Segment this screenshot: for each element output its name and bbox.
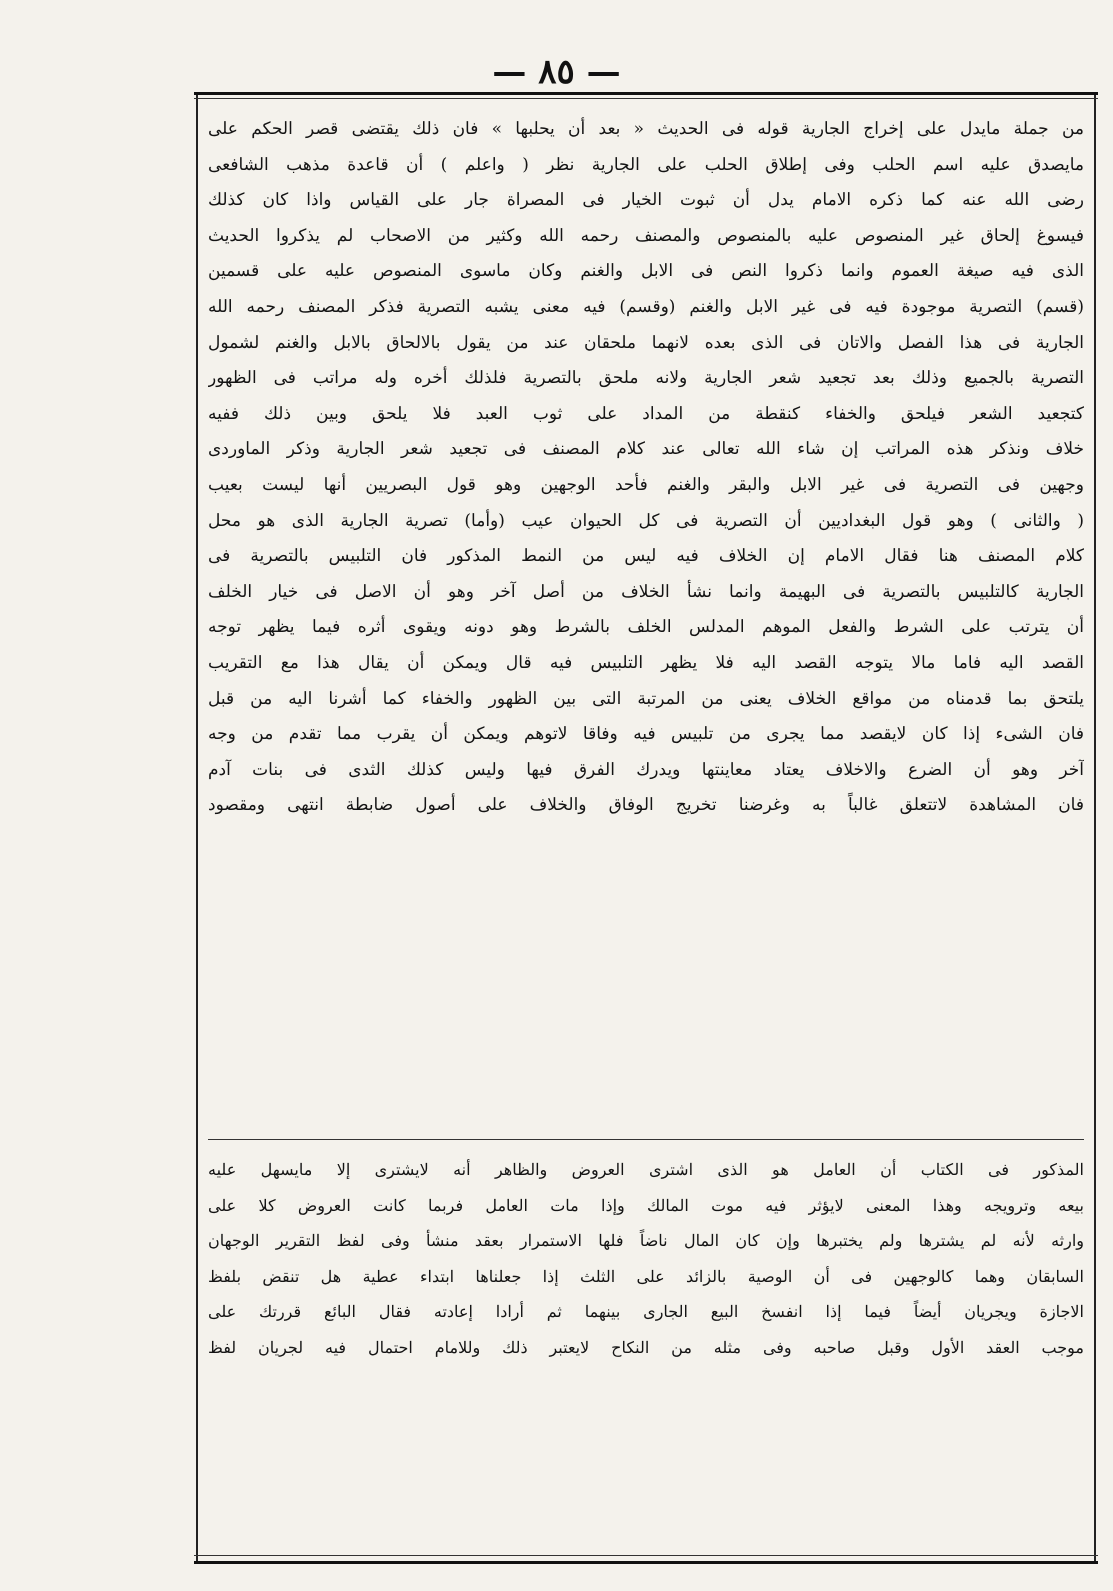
text-line: مايصدق عليه اسم الحلب وفى إطلاق الحلب على الجارية نظر ( واعلم ) أن قاعدة مذهب الشافعى [208,154,1084,175]
text-line: الجارية فى هذا الفصل والاتان فى الذى بعده لانهما ملحقان عند من يقول بالالحاق بالابل والغنم لشمول [208,332,1084,353]
frame-top-rule-inner [194,98,1098,99]
text-line: المذكور فى الكتاب أن العامل هو الذى اشترى العروض والظاهر أنه لايشترى إلا مايسهل عليه [208,1160,1084,1179]
text-line: من جملة مايدل على إخراج الجارية قوله فى الحديث « بعد أن يحلبها » فان ذلك يقتضى قصر الحكم على [208,119,1084,139]
text-line: القصد اليه فاما مالا يتوجه القصد اليه فلا يظهر التلبيس فيه قال ويمكن أن يقال هذا مع التقريب [208,652,1084,673]
text-line: وارثه لأنه لم يشترها ولم يختبرها وإن كان المال ناضاً فلها الاستمرار بعقد منشأ وفى لفظ التقرير الوجهان [208,1231,1084,1251]
text-line: وجهين فى التصرية فى غير الابل والبقر والغنم فأحد الوجهين وهو قول البصريين أنها ليست بعيب [208,474,1084,495]
text-line: فيسوغ إلحاق غير المنصوص عليه بالمنصوص والمصنف رحمه الله وكثير من الاصحاب لم يذكروا الحديث [208,225,1084,246]
text-line: (قسم) التصرية موجودة فيه فى غير الابل والغنم (وقسم) فيه معنى يشبه التصرية فذكر المصنف رحمه الله [208,296,1084,317]
text-line: آخر وهو أن الضرع والاخلاف يعتاد معاينتها ويدرك الفرق فيها وليس كذلك الثدى فى بنات آدم [208,759,1084,780]
text-line: السابقان وهما كالوجهين فى أن الوصية بالزائد على الثلث إذا جعلناها ابتداء عطية هل تنقض بلفظ [208,1266,1084,1286]
text-line: فان الشىء إذا كان لايقصد مما يجرى من تلبيس فيه وفاقا لاتوهم ويمكن أن يقرب مما تقدم من وجه [208,724,1084,745]
main-body-text [208,112,1084,1132]
text-line: الذى فيه صيغة العموم وانما ذكروا النص فى الابل والغنم وكان ماسوى المنصوص عليه على قسمين [208,261,1084,282]
lower-body-text [208,1152,1084,1548]
text-line: أن يترتب على الشرط والفعل الموهم المدلس الخلف بالشرط وهو دونه ويقوى أثره فيما يظهر توجه [208,617,1084,638]
text-line: موجب العقد الأول وقبل صاحبه وفى مثله من النكاح لايعتبر ذلك وللامام احتمال فيه لجريان لفظ [208,1337,1084,1357]
text-line: الاجازة ويجريان أيضاً فيما إذا انفسخ البيع الجارى بينهما ثم أرادا إعادته فقال البائع قررتك على [208,1302,1084,1322]
text-line: رضى الله عنه كما ذكره الامام يدل أن ثبوت الخيار فى المصراة جار على القياس واذا كان كذلك [208,190,1084,211]
text-line: ( والثانى ) وهو قول البغداديين أن التصرية فى كل الحيوان عيب (وأما) تصرية الجارية الذى هو محل [208,510,1084,531]
text-line: التصرية بالجميع وذلك بعد تجعيد شعر الجارية ولانه ملحق بالتصرية فلذلك أخره وله مراتب فى الظهور [208,368,1084,389]
footnote-divider [208,1139,1084,1140]
frame-bottom-rule [194,1561,1098,1564]
text-line: فان المشاهدة لاتتعلق غالباً به وغرضنا تخريج الوفاق والخلاف على أصول ضابطة انتهى ومقصود [208,795,1084,816]
text-line: كلام المصنف هنا فقال الامام إن الخلاف فيه ليس من النمط المذكور فان التلبيس بالتصرية فى [208,546,1084,567]
text-line: يلتحق بما قدمناه من مواقع الخلاف يعنى من المرتبة التى بين الظهور والخفاء كما أشرنا اليه من قبل [208,688,1084,709]
frame-top-rule [194,92,1098,95]
frame-bottom-rule-inner [194,1555,1098,1556]
text-line: كتجعيد الشعر فيلحق والخفاء كنقطة من المداد على ثوب العبد فلا يلحق وبين ذلك ففيه [208,403,1084,424]
page-number: — ٨٥ — [492,52,621,92]
text-line: الجارية كالتلبيس بالتصرية فى البهيمة وانما نشأ الخلاف من أصل آخر وهو أن الاصل فى خيار الخلف [208,581,1084,602]
text-line: خلاف ونذكر هذه المراتب إن شاء الله تعالى عند كلام المصنف فى تجعيد شعر الجارية وذكر الماوردى [208,439,1084,460]
text-line: بيعه وترويجه وهذا المعنى لايؤثر فيه موت المالك وإذا مات العامل فربما كانت العروض كلا على [208,1195,1084,1215]
